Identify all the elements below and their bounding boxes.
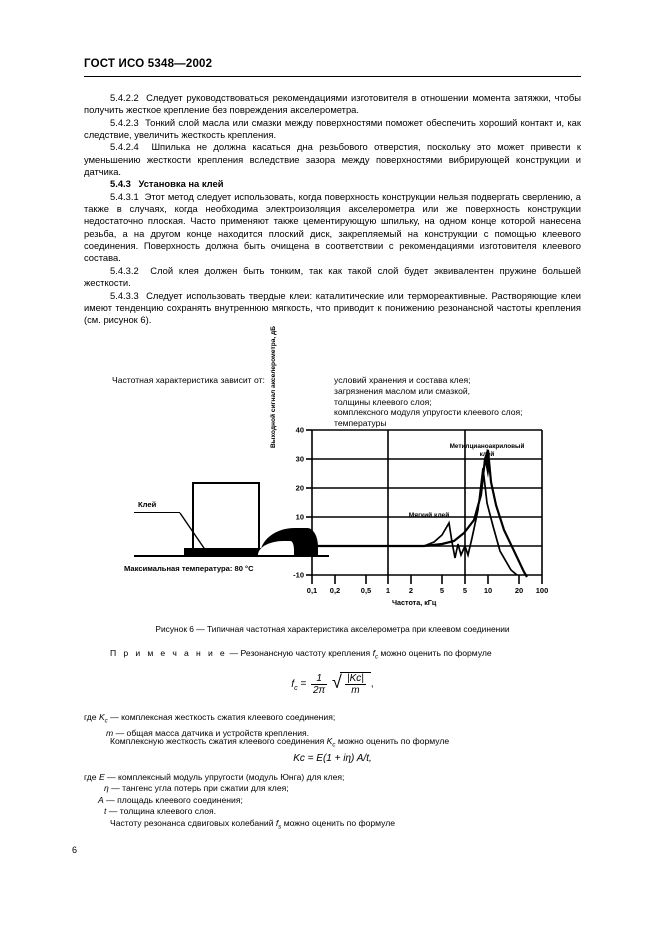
chart-y-tick-labels [293, 426, 304, 580]
list-item: толщины клеевого слоя; [334, 396, 432, 407]
final-text-after: можно оценить по формуле [283, 818, 396, 828]
svg-text:30: 30 [295, 454, 304, 464]
paragraph-number: 5.4.2.3 [110, 116, 139, 128]
paragraph-5-4-3-3 [84, 290, 581, 327]
chart-annotation-soft-glue: Мягкий клей [408, 512, 450, 519]
svg-text:5: 5 [439, 586, 445, 595]
body-section-5-4-2 [84, 92, 581, 327]
svg-text:2: 2 [408, 586, 414, 595]
paragraph-text: Слой клея должен быть тонким, так как такой слой будет эквивалентен пружине большей жесткости. [84, 264, 581, 289]
list-item: загрязнения маслом или смазкой, [334, 385, 471, 396]
svg-text:40: 40 [295, 425, 304, 435]
radical-numerator: √ |Kc| [347, 673, 364, 684]
where-list-2 [84, 772, 581, 818]
svg-text:Метилцианоакриловый: Метилцианоакриловый [449, 443, 525, 450]
chart-plot-area [274, 420, 574, 615]
glue-leader-line [134, 512, 180, 513]
formula-resonance-frequency: $f_с$ = $\frac{1}{2\pi}$ √ $\frac{|Kc|}{m}$ , [84, 672, 581, 696]
svg-text:10: 10 [483, 586, 493, 595]
glue-leader-diagonal-icon [179, 512, 207, 552]
where-row [84, 772, 581, 783]
formula-trailing-comma: , [370, 678, 374, 690]
paragraph-text: Этот метод следует использовать, когда поверхность конструкции нельзя подвергать сверлению, а также в случаях, когда необходима электроизоляция акселерометра или же поверхность конструкции недостаточно плоская. Часто применяют также цементирующую шпильку, на одном конце которой нанесена резьба, а на другом конце находится плоский диск, закрепляемый на конструкции с помощью клеевого соединения. Поверхность должна быть очищена в соответствии с рекомендациями изготовителя клеевого состава. [84, 190, 581, 264]
where-symbol: t [104, 806, 107, 817]
paragraph-5-4-2-2 [84, 92, 581, 117]
where-dash: — [115, 728, 125, 739]
svg-text:клей: клей [479, 451, 495, 458]
fraction-numerator: 1 [311, 673, 327, 685]
final-paragraph-text: Частоту резонанса сдвиговых колебаний $f_s$ можно оценить по формуле [110, 818, 396, 831]
paragraph-5-4-2-4 [84, 141, 581, 178]
where-lead: где [84, 772, 97, 782]
chart-x-axis-label: Частота, кГц [392, 598, 437, 607]
header-rule [84, 76, 581, 77]
formula-fraction [311, 673, 327, 696]
svg-text:20: 20 [295, 483, 304, 493]
where-dash: — [106, 794, 115, 805]
where-dash: — [110, 712, 119, 722]
where-dash: — [108, 806, 118, 817]
note-block: П р и м е ч а н и е — Резонансную частоту крепления $f_с$ можно оценить по формуле [110, 648, 492, 661]
paragraph-number: 5.4.3.2 [110, 264, 139, 276]
formula-complex-stiffness [84, 753, 581, 764]
formula-2-text: Kc = E(1 + iη) A/t, [293, 753, 372, 764]
page-number: 6 [72, 845, 78, 855]
where-text: комплексный модуль упругости (модуль Юнга) для клея; [118, 772, 345, 782]
svg-text:0,5: 0,5 [360, 586, 372, 595]
radical-denominator: m [351, 685, 360, 696]
svg-text:0,2: 0,2 [329, 586, 341, 595]
fraction-denominator: 2π [312, 684, 326, 696]
radical-fraction [345, 673, 366, 696]
where-text: площадь клеевого соединения; [117, 794, 243, 805]
where-row: где $K_c$ — комплексная жесткость сжатия клеевого соединения; [84, 712, 336, 725]
paragraph-text: Тонкий слой масла или смазки между поверхностями поможет обеспечить хороший контакт и, как следствие, увеличить жесткость крепления. [84, 116, 581, 141]
paragraph-5-4-2-3 [84, 117, 581, 142]
where-symbol: E [98, 772, 105, 782]
mid-text-after: можно оценить по формуле [337, 736, 450, 746]
mid-paragraph [84, 736, 581, 752]
max-temperature-note: Максимальная температура: 80 °C [124, 564, 254, 573]
chart-gridlines [312, 430, 542, 575]
note-text-before: Резонансную частоту крепления [240, 648, 371, 658]
note-text-after: можно оценить по формуле [380, 648, 492, 658]
svg-text:5: 5 [462, 586, 468, 595]
paragraph-number: 5.4.3.1 [110, 190, 139, 202]
where-row [84, 795, 581, 806]
final-paragraph [84, 818, 581, 834]
list-item: температуры [334, 418, 387, 429]
page-header: ГОСТ ИСО 5348—2002 [84, 58, 213, 70]
svg-text:100: 100 [535, 586, 549, 595]
subheading-5-4-3 [84, 178, 581, 190]
paragraph-number: 5.4.2.4 [110, 141, 139, 153]
formula-equals: = [300, 678, 307, 690]
where-row: m — общая масса датчика и устройств крепления. [106, 728, 310, 739]
radical-content [340, 672, 371, 696]
where-symbol: A [98, 794, 104, 805]
where-text: толщина клеевого слоя. [119, 806, 217, 817]
note-label: П р и м е ч а н и е [110, 648, 228, 658]
where-symbol: η [104, 783, 109, 794]
where-lead: где [84, 712, 97, 722]
note-dash: — [229, 648, 239, 658]
paragraph-text: Следует руководствоваться рекомендациями изготовителя в отношении момента затяжки, чтобы получить жесткое крепление без повреждения акселерометра. [84, 92, 581, 116]
chart-x-tick-labels [307, 586, 548, 595]
paragraph-5-4-3-1 [84, 191, 581, 265]
where-row [84, 783, 581, 794]
note-symbol-f: f [372, 648, 375, 658]
where-row [84, 806, 581, 817]
svg-text:0,1: 0,1 [306, 586, 318, 595]
mid-paragraph-text: Комплексную жесткость сжатия клеевого соединения $K_c$ можно оценить по формуле [110, 736, 450, 749]
chart-y-axis-label: Выходной сигнал акселерометра, дБ [270, 326, 277, 448]
svg-text:20: 20 [514, 586, 524, 595]
paragraph-text: Следует использовать твердые клеи: каталитические или термореактивные. Растворяющие клеи имеют тенденцию сохранять внутреннюю мягкость, что приводит к понижению резонансной частоты крепления (см. рисунок 6). [84, 289, 581, 326]
chart-y-ticks [306, 430, 312, 575]
list-item: условий хранения и состава клея; [334, 375, 471, 385]
where-text: тангенс угла потерь при сжатии для клея; [122, 783, 289, 794]
paragraph-number: 5.4.2.2 [110, 92, 139, 103]
where-dash: — [107, 772, 116, 782]
chart-x-ticks [312, 575, 542, 584]
paragraph-text: Шпилька не должна касаться дна резьбового отверстия, поскольку это может привести к уменьшению жесткости крепления вследствие зазора между поверхностями вибрирующей конструкции и датчика. [84, 141, 581, 178]
mid-text-before: Комплексную жесткость сжатия клеевого соединения [110, 736, 325, 746]
chart-series-soft-glue [312, 468, 517, 575]
subheading-number: 5.4.3 [110, 178, 131, 190]
where-text: общая масса датчика и устройств крепления. [126, 728, 310, 739]
list-item: комплексного модуля упругости клеевого слоя; [334, 407, 523, 418]
svg-text:1: 1 [385, 586, 391, 595]
paragraph-5-4-3-2 [84, 265, 581, 290]
final-text-before: Частоту резонанса сдвиговых колебаний [110, 818, 274, 828]
figure-caption: Рисунок 6 — Типичная частотная характеристика акселерометра при клеевом соединении [155, 624, 510, 634]
svg-text:10: 10 [295, 512, 304, 522]
where-text: комплексная жесткость сжатия клеевого соединения; [121, 712, 336, 722]
svg-text:-10: -10 [293, 570, 304, 580]
where-dash: — [111, 783, 120, 794]
glue-label: Клей [138, 500, 157, 509]
subheading-text: Установка на клей [138, 178, 224, 190]
dependency-label: Частотная характеристика зависит от: [112, 375, 265, 385]
paragraph-number: 5.4.3.3 [110, 289, 139, 301]
formula-radical [332, 672, 371, 696]
svg-text:0: 0 [299, 541, 304, 551]
